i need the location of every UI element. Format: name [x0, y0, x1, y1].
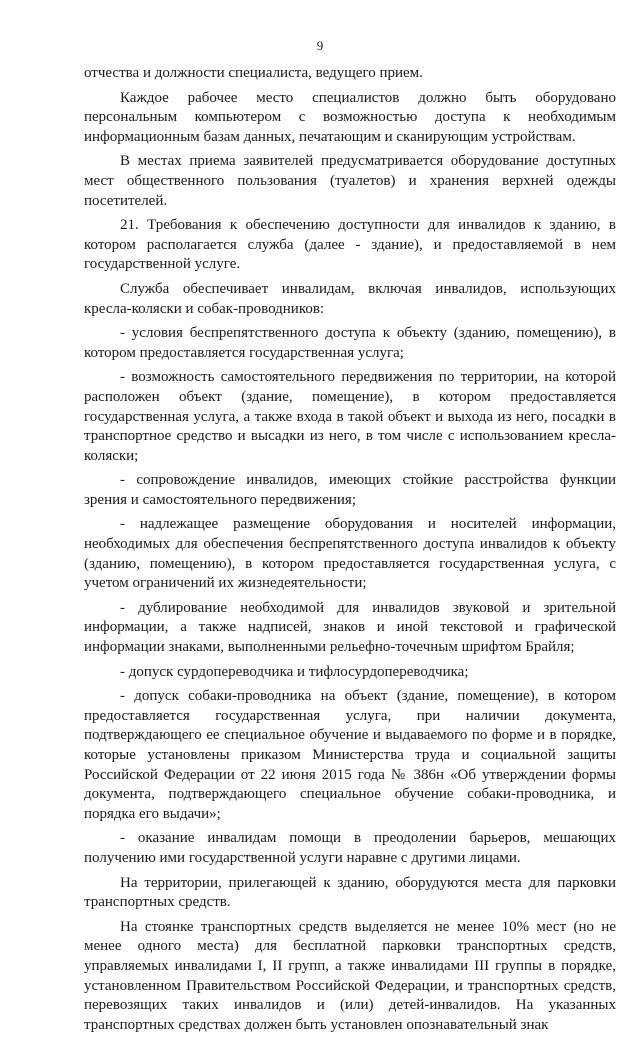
paragraph: - дублирование необходимой для инвалидов звуковой и зрительной информации, а также надписей, знаков и иной текстовой и графической информации знаками, выполненными рельефно-точечным шрифтом Брайля; — [84, 599, 616, 656]
paragraph: - надлежащее размещение оборудования и носителей информации, необходимых для обеспечения беспрепятственного доступа инвалидов к объекту (зданию, помещению), в котором предоставляется государственная услуга, с учетом ограничений их жизнедеятельности; — [84, 516, 616, 592]
paragraph: Служба обеспечивает инвалидам, включая инвалидов, использующих кресла-коляски и собак-проводников: — [84, 280, 616, 317]
paragraph: На территории, прилегающей к зданию, оборудуются места для парковки транспортных средств. — [84, 874, 616, 911]
paragraph: На стоянке транспортных средств выделяется не менее 10% мест (но не менее одного места) для бесплатной парковки транспортных средств, управляемых инвалидами I, II групп, а также инвалидами III группы в порядке, установленном Правительством Российской Федерации, и транспортных средств, перевозящих таких инвалидов и (или) детей-инвалидов. На указанных транспортных средствах должен быть установлен опознавательный знак — [84, 918, 616, 1033]
paragraph: - допуск сурдопереводчика и тифлосурдопереводчика; — [120, 663, 469, 680]
paragraph: отчества и должности специалиста, ведущего прием. — [84, 65, 423, 81]
paragraph: 21. Требования к обеспечению доступности для инвалидов к зданию, в котором располагается служба (далее - здание), и предоставляемой в нем государственной услуге. — [84, 217, 616, 273]
paragraph: - оказание инвалидам помощи в преодолении барьеров, мешающих получению ими государственной услуги наравне с другими лицами. — [84, 830, 616, 866]
paragraph: В местах приема заявителей предусматривается оборудование доступных мест общественного пользования (туалетов) и хранения верхней одежды посетителей. — [84, 153, 616, 209]
document-body — [84, 64, 616, 1040]
paragraph: - возможность самостоятельного передвижения по территории, на которой расположен объект (здание, помещение), в котором предоставляется государственная услуга, а также входа в такой объект и выхода из него, посадки в транспортное средство и высадки из него, в том числе с использованием кресла-коляски; — [84, 369, 616, 464]
paragraph: - условия беспрепятственного доступа к объекту (зданию, помещению), в котором предоставляется государственная услуга; — [84, 325, 616, 361]
paragraph: - сопровождение инвалидов, имеющих стойкие расстройства функции зрения и самостоятельного передвижения; — [84, 472, 616, 508]
paragraph: - допуск собаки-проводника на объект (здание, помещение), в котором предоставляется государственная услуга, при наличии документа, подтверждающего ее специальное обучение и выдаваемого по форме и в порядке, которые установлены приказом Министерства труда и социальной защиты Российской Федерации от 22 июня 2015 года № 386н «Об утверждении формы документа, подтверждающего специальное обучение собаки-проводника, и порядка его выдачи»; — [84, 688, 616, 822]
page-number: 9 — [316, 38, 324, 53]
paragraph: Каждое рабочее место специалистов должно быть оборудовано персональным компьютером с возможностью доступа к необходимым информационным базам данных, печатающим и сканирующим устройствам. — [84, 89, 616, 145]
